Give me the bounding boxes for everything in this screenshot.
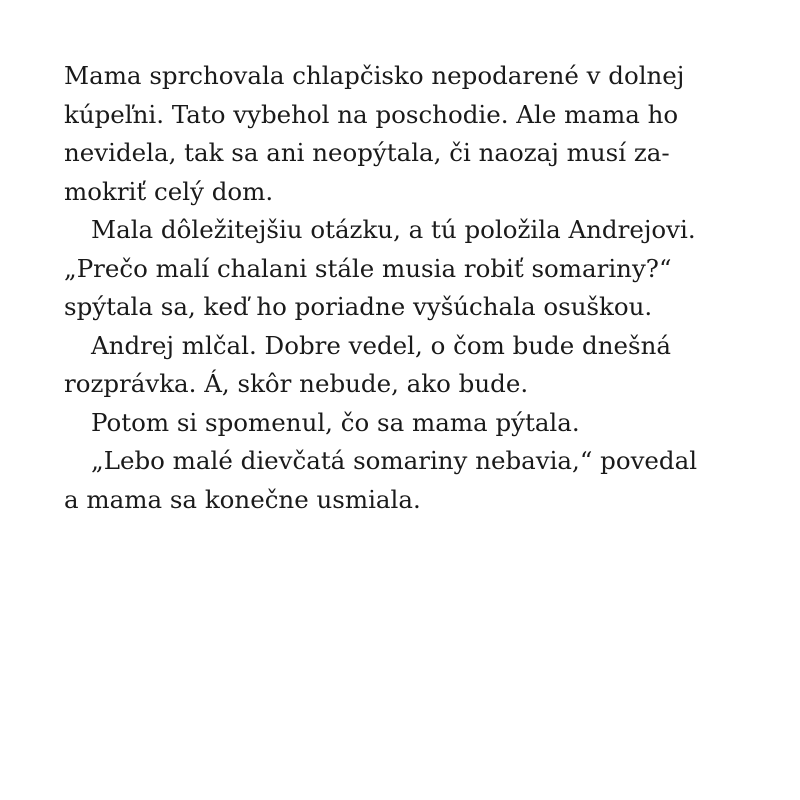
text-line: spýtala sa, keď ho poriadne vyšúchala osuškou.: [64, 292, 653, 321]
paragraph: [64, 211, 754, 327]
paragraph: [64, 404, 754, 443]
text-line: Potom si spomenul, čo sa mama pýtala.: [91, 407, 580, 437]
paragraph: [64, 57, 754, 211]
paragraph: [64, 327, 754, 404]
text-line: nevidela, tak sa ani neopýtala, či naozaj musí za-: [64, 138, 670, 167]
story-text: [64, 57, 754, 519]
text-line: kúpeľni. Tato vybehol na poschodie. Ale mama ho: [64, 99, 679, 129]
text-line: mokriť celý dom.: [64, 176, 274, 206]
text-line: Mala dôležitejšiu otázku, a tú položila Andrejovi.: [91, 215, 696, 244]
text-line: a mama sa konečne usmiala.: [64, 484, 421, 514]
text-line: „Prečo malí chalani stále musia robiť somariny?“: [64, 253, 672, 283]
text-line: Andrej mlčal. Dobre vedel, o čom bude dnešná: [91, 330, 671, 360]
text-line: rozprávka. Á, skôr nebude, ako bude.: [64, 369, 529, 398]
text-line: Mama sprchovala chlapčisko nepodarené v dolnej: [64, 61, 685, 90]
text-line: „Lebo malé dievčatá somariny nebavia,“ povedal: [91, 446, 698, 475]
paragraph: [64, 442, 754, 519]
